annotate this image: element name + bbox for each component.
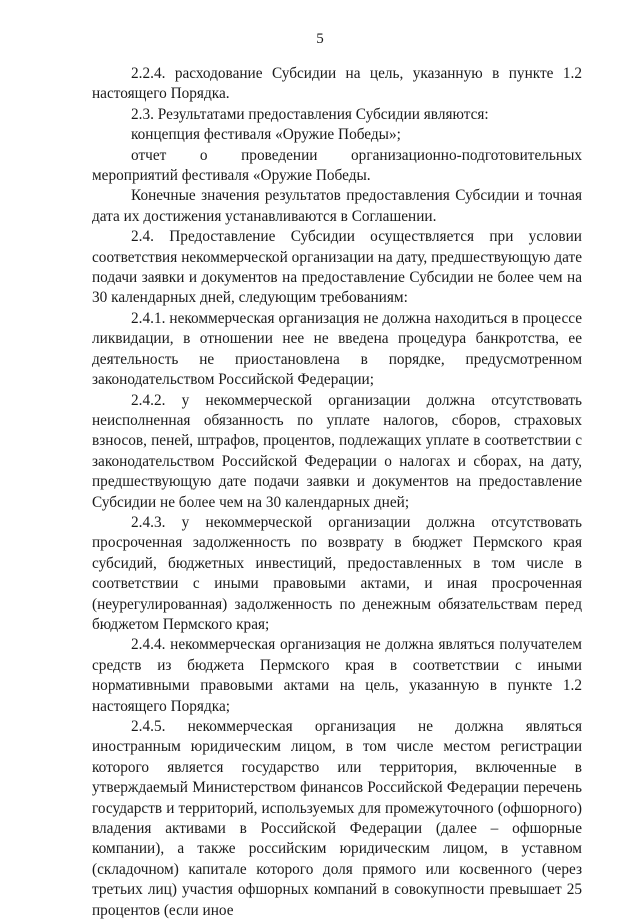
- paragraph-final-values: Конечные значения результатов предоставления Субсидии и точная дата их достижения устанавливаются в Соглашении.: [92, 187, 582, 225]
- paragraph-2-2-4: 2.2.4. расходование Субсидии на цель, указанную в пункте 1.2 настоящего Порядка.: [92, 65, 582, 103]
- paragraph-2-4-4: 2.4.4. некоммерческая организация не должна являться получателем средств из бюджета Пермского края в соответствии с иными нормативными правовыми актами на цель, указанную в пункте 1.2 настоящего Порядка;: [92, 636, 582, 715]
- paragraph-2-4: 2.4. Предоставление Субсидии осуществляется при условии соответствия некоммерческой организации на дату, предшествующую дате подачи заявки и документов на предоставление Субсидии не более чем на 30 календарных дней, следующим требованиям:: [92, 228, 582, 307]
- paragraph-2-4-3: 2.4.3. у некоммерческой организации должна отсутствовать просроченная задолженность по возврату в бюджет Пермского края субсидий, бюджетных инвестиций, предоставленных в том числе в соответствии с иными правовыми актами, и иная просроченная (неурегулированная) задолженность по денежным обязательствам перед бюджетом Пермского края;: [92, 513, 582, 633]
- paragraph-result-report: отчет о проведении организационно-подготовительных мероприятий фестиваля «Оружие Победы.: [92, 146, 582, 185]
- paragraph-2-4-5: 2.4.5. некоммерческая организация не должна являться иностранным юридическим лицом, в том числе местом регистрации которого является государство или территория, включенные в утверждаемый Министерством финансов Российской Федерации перечень государств и территорий, используемых для промежуточного (офшорного) владения активами в Российской Федерации (далее – офшорные компании), а также российским юридическим лицом, в уставном (складочном) капитале которого доля прямого или косвенного (через третьих лиц) участия офшорных компаний в совокупности превышает 25 процентов (если иное: [92, 718, 582, 919]
- body-text: [92, 64, 582, 921]
- paragraph-result-concept: концепция фестиваля «Оружие Победы»;: [131, 126, 401, 144]
- paragraph-2-4-1: 2.4.1. некоммерческая организация не должна находиться в процессе ликвидации, в отношении нее не введена процедура банкротства, ее деятельность не приостановлена в порядке, предусмотренном законодательством Российской Федерации;: [92, 309, 582, 389]
- paragraph-2-4-2: 2.4.2. у некоммерческой организации должна отсутствовать неисполненная обязанность по уплате налогов, сборов, страховых взносов, пеней, штрафов, процентов, подлежащих уплате в соответствии с законодательством Российской Федерации о налогах и сборах, на дату, предшествующую дате подачи заявки и документов на предоставление Субсидии не более чем на 30 календарных дней;: [92, 391, 582, 511]
- page-number: 5: [316, 31, 324, 47]
- paragraph-2-3: 2.3. Результатами предоставления Субсидии являются:: [131, 105, 489, 123]
